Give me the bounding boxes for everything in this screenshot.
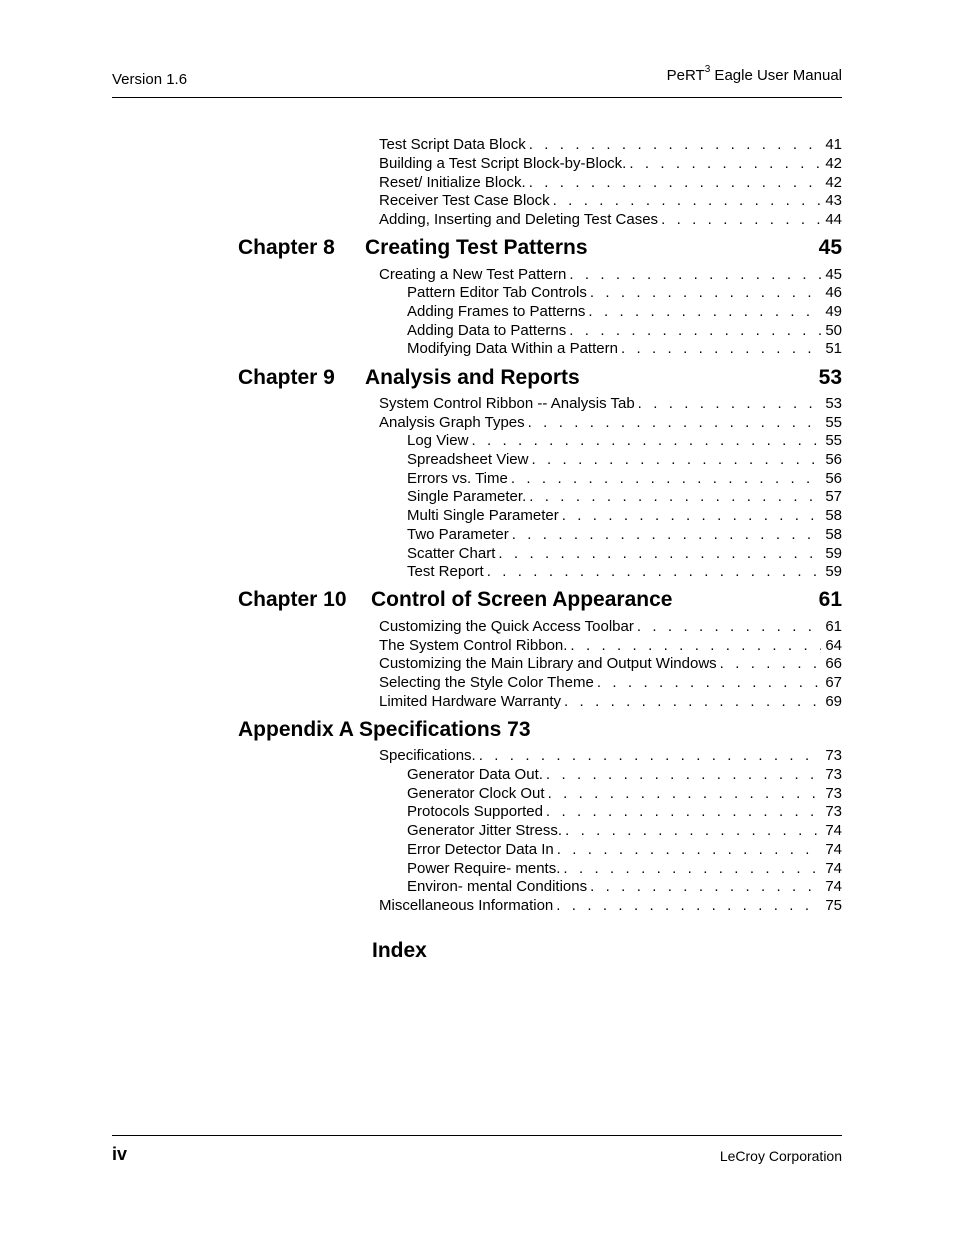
toc-entry[interactable]: Specifications. . . . 73 [379,746,842,765]
toc-entry[interactable]: Receiver Test Case Block . . . 43 [379,191,842,210]
toc-entry[interactable]: Pattern Editor Tab Controls . . . 46 [407,283,842,302]
toc-entry[interactable]: Customizing the Quick Access Toolbar . . . 61 [379,617,842,636]
leader-dots [565,821,821,840]
toc-entry[interactable]: Analysis Graph Types . . . 55 [379,413,842,432]
toc-entry[interactable]: Adding, Inserting and Deleting Test Cases . . . 44 [379,210,842,229]
toc-entry[interactable]: Reset/ Initialize Block. . . . 42 [379,173,842,192]
leader-dots [629,154,821,173]
leader-dots [564,692,821,711]
leader-dots [590,877,821,896]
leader-dots [720,654,822,673]
toc-entry[interactable]: Generator Clock Out . . . 73 [407,784,842,803]
leader-dots [548,784,822,803]
toc-entry[interactable]: Spreadsheet View . . . 56 [407,450,842,469]
leader-dots [569,321,821,340]
leader-dots [661,210,821,229]
toc-entry[interactable]: Adding Frames to Patterns . . . 49 [407,302,842,321]
leader-dots [553,191,822,210]
footer-page-number: iv [112,1144,128,1164]
header-rule [112,97,842,98]
toc-entry[interactable]: Errors vs. Time . . . 56 [407,469,842,488]
toc-entry[interactable]: Modifying Data Within a Pattern . . . 51 [407,339,842,358]
toc-entry[interactable]: Test Script Data Block . . . 41 [379,135,842,154]
index-heading[interactable]: Index [372,939,427,962]
chapter-heading[interactable]: Chapter 8 Creating Test Patterns 45 [238,236,842,259]
manual-suffix: Eagle User Manual [710,67,842,84]
manual-name: PeRT [666,67,705,84]
toc-entry[interactable]: Adding Data to Patterns . . . 50 [407,321,842,340]
header-manual-title [666,64,842,84]
toc-entry[interactable]: Selecting the Style Color Theme . . . 67 [379,673,842,692]
leader-dots [479,746,822,765]
leader-dots [528,413,822,432]
leader-dots [529,135,822,154]
appendix-heading[interactable]: Appendix A Specifications 73 [238,718,531,741]
toc-entry[interactable]: Single Parameter. . . . 57 [407,487,842,506]
leader-dots [531,450,821,469]
leader-dots [597,673,821,692]
leader-dots [511,469,821,488]
toc-entry[interactable]: Scatter Chart . . . 59 [407,544,842,563]
leader-dots [557,840,822,859]
toc-entry[interactable]: Miscellaneous Information . . . 75 [379,896,842,915]
toc-entry[interactable]: Two Parameter . . . 58 [407,525,842,544]
toc-entry[interactable]: Log View . . . 55 [407,431,842,450]
leader-dots [570,636,821,655]
toc-entry[interactable]: Generator Data Out. . . . 73 [407,765,842,784]
leader-dots [621,339,821,358]
leader-dots [529,173,822,192]
leader-dots [563,859,821,878]
leader-dots [569,265,821,284]
leader-dots [562,506,822,525]
toc-entry[interactable]: Protocols Supported . . . 73 [407,802,842,821]
toc-entry[interactable]: Limited Hardware Warranty . . . 69 [379,692,842,711]
leader-dots [471,431,821,450]
toc-entry[interactable]: Generator Jitter Stress. . . . 74 [407,821,842,840]
leader-dots [556,896,821,915]
toc-entry[interactable]: Environ- mental Conditions . . . 74 [407,877,842,896]
footer-rule [112,1135,842,1136]
leader-dots [546,802,821,821]
leader-dots [588,302,821,321]
toc-entry[interactable]: Multi Single Parameter . . . 58 [407,506,842,525]
footer-company: LeCroy Corporation [719,1148,842,1164]
toc-entry[interactable]: Customizing the Main Library and Output Windows . . . 66 [379,654,842,673]
header-version: Version 1.6 [112,71,188,88]
leader-dots [546,765,821,784]
toc-entry[interactable]: Building a Test Script Block-by-Block. . . . 42 [379,154,842,173]
leader-dots [638,394,822,413]
chapter-heading[interactable]: Chapter 10 Control of Screen Appearance 61 [238,588,842,611]
toc-entry[interactable]: Error Detector Data In . . . 74 [407,840,842,859]
manual-superscript: 3 [704,64,711,75]
toc-entry[interactable]: Test Report . . . 59 [407,562,842,581]
toc-entry[interactable]: Creating a New Test Pattern . . . 45 [379,265,842,284]
leader-dots [498,544,821,563]
toc-entry[interactable]: Power Require- ments. . . . 74 [407,859,842,878]
leader-dots [512,525,822,544]
toc-entry[interactable]: System Control Ribbon -- Analysis Tab . . . 53 [379,394,842,413]
leader-dots [529,487,821,506]
leader-dots [637,617,821,636]
leader-dots [590,283,821,302]
toc-entry[interactable]: The System Control Ribbon. . . . 64 [379,636,842,655]
leader-dots [487,562,822,581]
chapter-heading[interactable]: Chapter 9 Analysis and Reports 53 [238,366,842,389]
